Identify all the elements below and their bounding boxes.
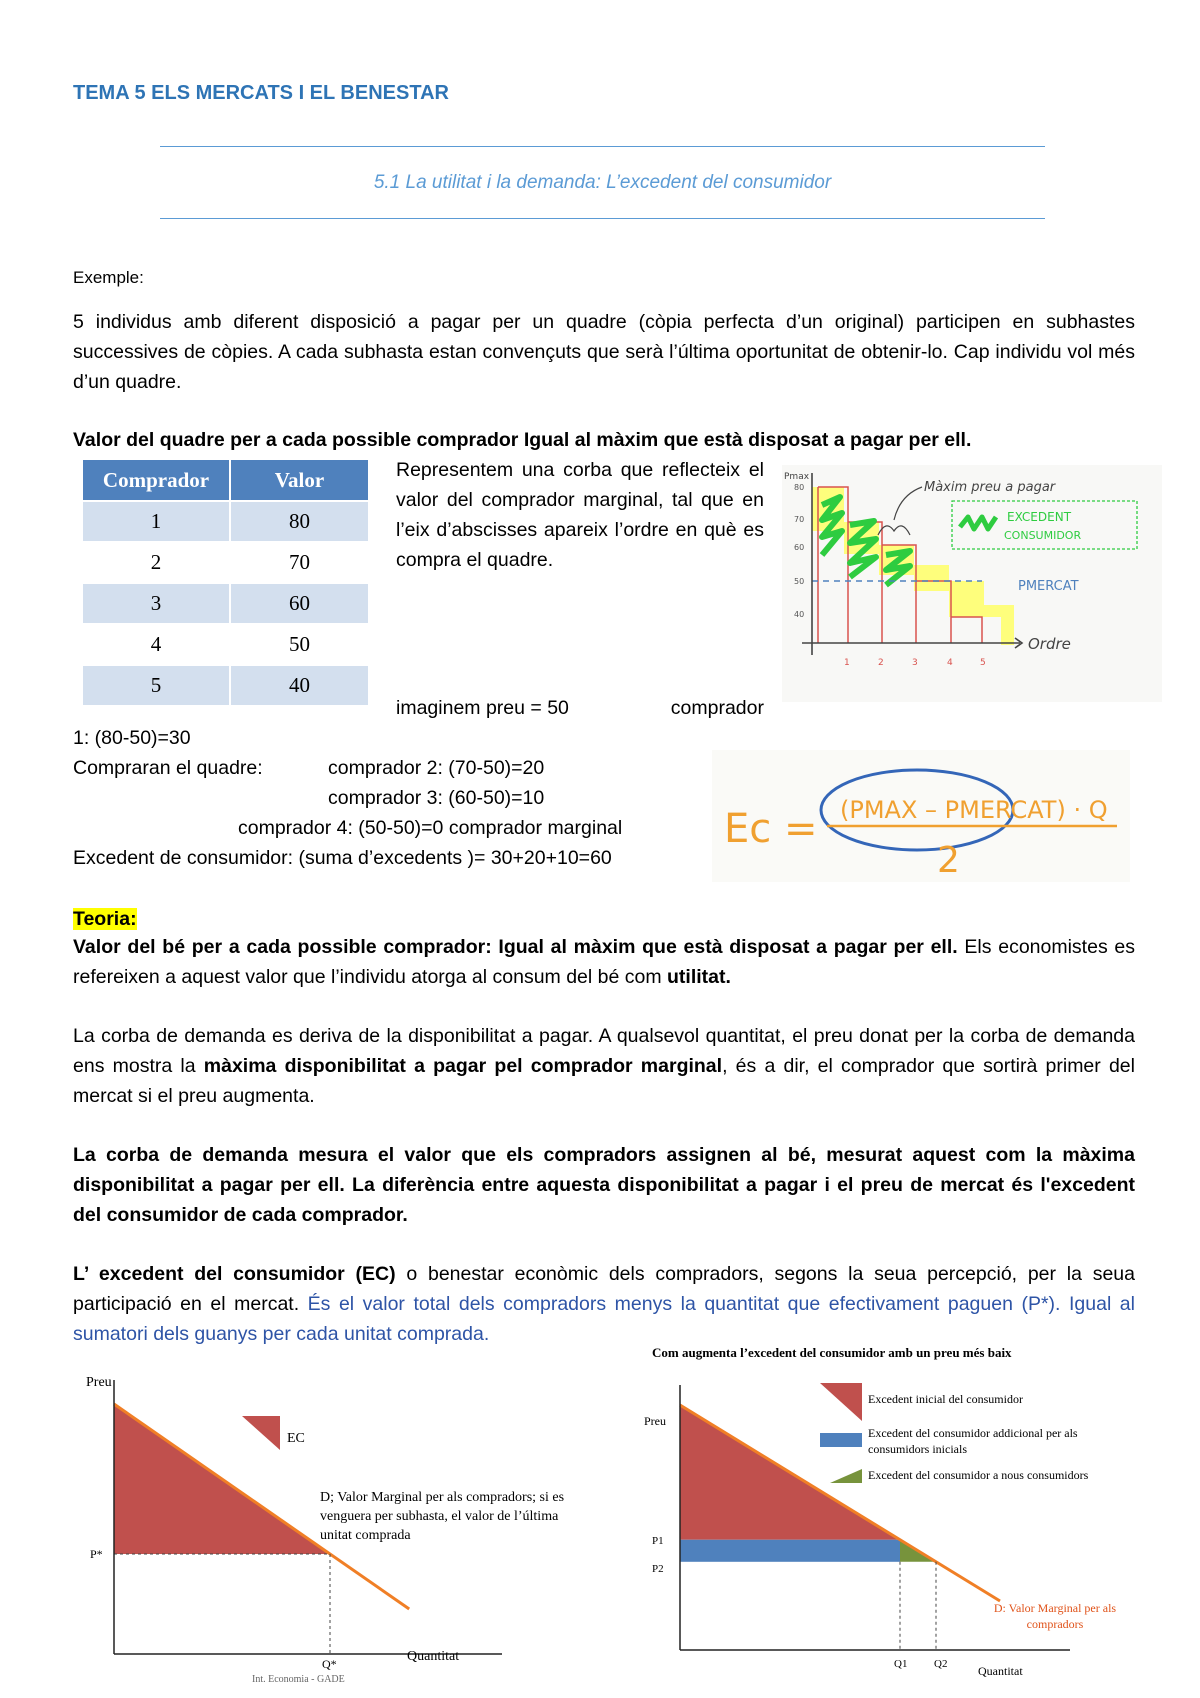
sketch-y-tick: 60 bbox=[794, 543, 805, 552]
additional-surplus-area bbox=[680, 1540, 900, 1562]
calc-c4: comprador 4: (50-50)=0 comprador marginal bbox=[238, 817, 623, 839]
divider-top bbox=[160, 146, 1045, 147]
formula-denominator: 2 bbox=[937, 840, 960, 881]
surplus-chart bbox=[82, 1370, 582, 1688]
chart2-legend: Excedent inicial del consumidor bbox=[868, 1392, 1023, 1406]
sketch-legend: CONSUMIDOR bbox=[1004, 529, 1082, 542]
sketch-y-tick: 80 bbox=[794, 483, 805, 492]
theory-p4: L’ excedent del consumidor (EC) o benestar econòmic dels compradors, segons la seua percepció, per la seua participació en el mercat. És el valor total dels compradors menys la quantitat que efectivament paguen (P*). Igual al sumatori dels guanys per cada unitat comprada. bbox=[73, 1263, 1136, 1345]
table-header: Comprador bbox=[82, 459, 230, 501]
calc-c2: comprador 2: (70-50)=20 bbox=[328, 757, 545, 779]
calc-imagine: imaginem preu = 50 comprador bbox=[396, 697, 764, 719]
calc-c3: comprador 3: (60-50)=10 bbox=[328, 787, 545, 809]
chart2-ylabel: Preu bbox=[644, 1414, 666, 1428]
chart2-x-tick: Q2 bbox=[934, 1658, 948, 1670]
sketch-x-tick: 1 bbox=[844, 658, 850, 668]
table-row: 3 60 bbox=[82, 583, 369, 624]
chart2-title: Com augmenta l’excedent del consumidor amb un preu més baix bbox=[652, 1345, 1012, 1360]
theory-p2: La corba de demanda es deriva de la disponibilitat a pagar. A qualsevol quantitat, el preu donat per la corba de demanda ens mostra la màxima disponibilitat a pagar pel comprador marginal, és a dir, el comprador que sortirà primer del mercat si el preu augmenta. bbox=[73, 1025, 1135, 1107]
legend-swatch-new bbox=[830, 1469, 862, 1483]
calc-buy-label: Compraran el quadre: bbox=[73, 757, 263, 779]
legend-swatch bbox=[242, 1416, 280, 1450]
table-row: 2 70 bbox=[82, 542, 369, 583]
sketch-price-label: PMERCAT bbox=[1018, 579, 1079, 594]
sketch-legend: EXCEDENT bbox=[1007, 510, 1072, 524]
chart1-legend: EC bbox=[287, 1431, 305, 1446]
chart2-x-tick: Q1 bbox=[894, 1658, 908, 1670]
legend-swatch-initial bbox=[820, 1383, 862, 1421]
table-header: Valor bbox=[230, 459, 369, 501]
sketch-annotation: Màxim preu a pagar bbox=[924, 480, 1056, 495]
legend-swatch-additional bbox=[820, 1433, 862, 1447]
sketch-y-label: Pmax bbox=[784, 472, 810, 482]
section-subtitle: 5.1 La utilitat i la demanda: L’excedent del consumidor bbox=[373, 172, 832, 193]
chart2-y-tick: P1 bbox=[652, 1534, 664, 1547]
chart1-source: Int. Economia - GADE bbox=[252, 1674, 345, 1685]
sketch-x-tick: 4 bbox=[947, 658, 953, 668]
table-row: 5 40 bbox=[82, 665, 369, 706]
sketch-x-tick: 2 bbox=[878, 658, 884, 668]
chart1-ylabel: Preu bbox=[86, 1375, 112, 1390]
theory-p3: La corba de demanda mesura el valor que els compradors assignen al bé, mesurat aquest com la màxima disponibilitat a pagar per ell. La diferència entre aquesta disponibilitat a pagar i el preu de mercat és l'excedent del consumidor de cada comprador. bbox=[73, 1144, 1135, 1226]
sketch-y-tick: 50 bbox=[794, 577, 805, 586]
table-row: 1 80 bbox=[82, 501, 369, 542]
chart2-y-tick: P2 bbox=[652, 1562, 664, 1575]
sketch-y-tick: 70 bbox=[794, 515, 805, 524]
calc-c1: 1: (80-50)=30 bbox=[73, 727, 191, 749]
theory-label: Teoria: bbox=[73, 908, 137, 930]
surplus-sketch bbox=[782, 465, 1162, 702]
chart1-y-tick: P* bbox=[90, 1547, 103, 1561]
side-text: Representem una corba que reflecteix el valor del comprador marginal, tal que en l’eix d’abscisses apareix l’ordre en què es compra el quadre. bbox=[396, 459, 764, 571]
divider-bottom bbox=[160, 218, 1045, 219]
sketch-y-tick: 40 bbox=[794, 610, 805, 619]
formula-numerator: (PMAX – PMERCAT) · Q bbox=[840, 796, 1108, 824]
chart2-legend: Excedent del consumidor a nous consumidors bbox=[868, 1468, 1089, 1482]
chart1-x-tick: Q* bbox=[322, 1657, 337, 1671]
example-label: Exemple: bbox=[73, 268, 144, 287]
example-intro: 5 individus amb diferent disposició a pagar per un quadre (còpia perfecta d’un original) participen en subhastes successives de còpies. A cada subhasta estan convençuts que serà l’última oportunitat de obtenir-lo. Cap individu vol més d’un quadre. bbox=[73, 311, 1135, 393]
chart2-legend: Excedent del consumidor addicional per als consumidors inicials bbox=[868, 1426, 1078, 1456]
formula-lhs: Ec = bbox=[724, 806, 818, 852]
value-heading: Valor del quadre per a cada possible comprador Igual al màxim que està disposat a pagar per ell. bbox=[73, 429, 972, 451]
sketch-x-label: Ordre bbox=[1028, 635, 1071, 653]
sketch-x-tick: 5 bbox=[980, 658, 986, 668]
surplus-increase-chart bbox=[640, 1345, 1160, 1690]
page-title: TEMA 5 ELS MERCATS I EL BENESTAR bbox=[73, 82, 449, 104]
chart2-xlabel: Quantitat bbox=[978, 1664, 1023, 1678]
chart1-xlabel: Quantitat bbox=[407, 1649, 460, 1664]
theory-p1: Valor del bé per a cada possible comprador: Igual al màxim que està disposat a pagar per ell. Els economistes es refereixen a aquest valor que l’individu atorga al consum del bé com utilitat. bbox=[73, 936, 1136, 988]
buyer-table bbox=[81, 458, 370, 707]
sketch-x-tick: 3 bbox=[912, 658, 918, 668]
surplus-formula bbox=[712, 750, 1130, 882]
chart1-annotation: D; Valor Marginal per als compradors; si es venguera per subhasta, el valor de l’última unitat comprada bbox=[320, 1490, 565, 1543]
table-row: 4 50 bbox=[82, 624, 369, 665]
chart2-annotation: D: Valor Marginal per als compradors bbox=[993, 1601, 1117, 1631]
calc-surplus: Excedent de consumidor: (suma d’excedents )= 30+20+10=60 bbox=[73, 847, 612, 869]
